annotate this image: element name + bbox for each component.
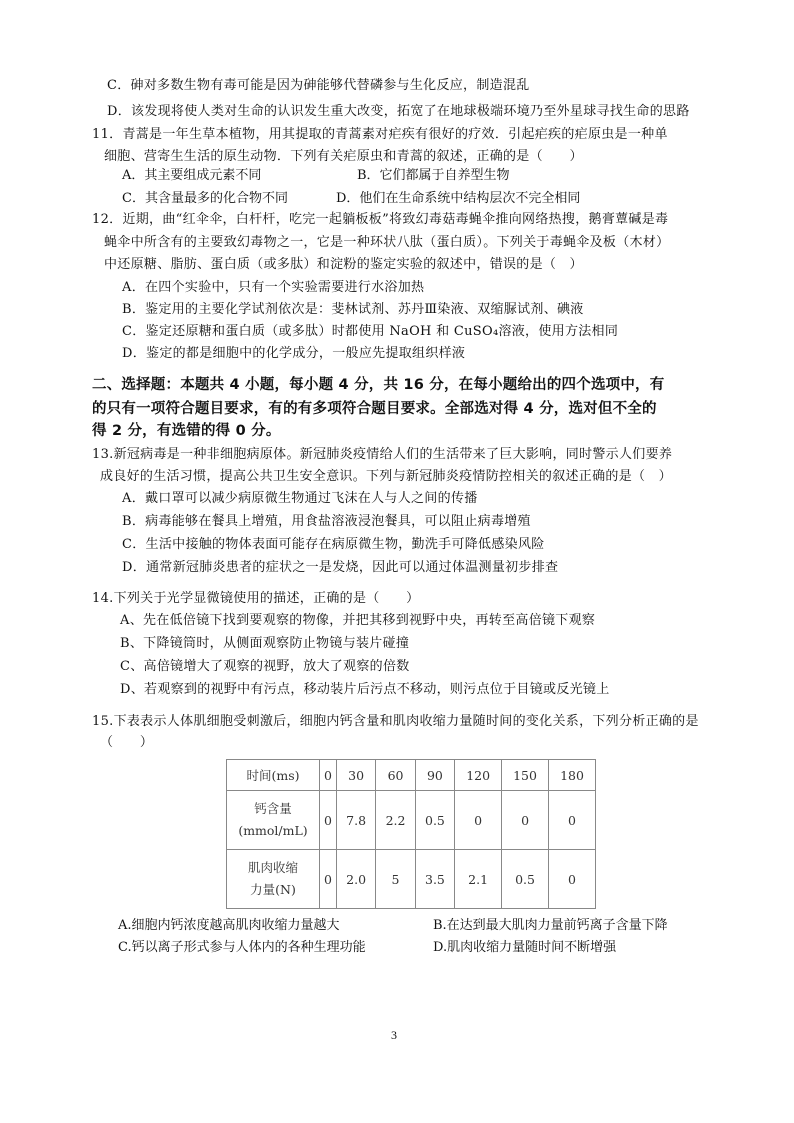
q13-stem-line2: 成良好的生活习惯，提高公共卫生安全意识。下列与新冠肺炎疫情防控相关的叙述正确的是（ ） <box>100 469 672 484</box>
table-cell: 0 <box>320 791 337 850</box>
force-header <box>227 850 320 909</box>
q12-stem-line2: 蝇伞中所含有的主要致幻毒物之一，它是一种环状八肽（蛋白质）。下列关于毒蝇伞及板（木材） <box>104 235 670 250</box>
table-cell: 0 <box>549 791 596 850</box>
time-header: 时间(ms) <box>227 760 320 791</box>
force-header-line2: 力量(N) <box>250 882 296 897</box>
table-cell: 0 <box>320 760 337 791</box>
table-cell: 120 <box>455 760 502 791</box>
q15-stem-line2: （ ） <box>100 735 154 750</box>
table-cell: 90 <box>415 760 454 791</box>
table-cell: 0 <box>502 791 549 850</box>
calcium-header-line2: (mmol/mL) <box>238 823 308 838</box>
force-header-line1: 肌肉收缩 <box>247 860 298 875</box>
calcium-header <box>227 791 320 850</box>
q11-stem-line1: 11．青蒿是一年生草本植物，用其提取的青蒿素对疟疾有很好的疗效．引起疟疾的疟原虫是一种单 <box>92 127 668 142</box>
table-cell: 30 <box>336 760 375 791</box>
q14-option-b: B、下降镜筒时，从侧面观察防止物镜与装片碰撞 <box>120 636 410 651</box>
q10-option-d: D．该发现将使人类对生命的认识发生重大改变，拓宽了在地球极端环境乃至外星球寻找生命的思路 <box>107 104 690 119</box>
q13-option-d: D．通常新冠肺炎患者的症状之一是发烧，因此可以通过体温测量初步排查 <box>122 560 559 575</box>
q12-option-c: C．鉴定还原糖和蛋白质（或多肽）时都使用 NaOH 和 CuSO₄溶液，使用方法相同 <box>122 324 619 339</box>
q15-option-c: C.钙以离子形式参与人体内的各种生理功能 <box>118 940 366 955</box>
table-row-time <box>227 760 596 791</box>
q14-stem: 14.下列关于光学显微镜使用的描述，正确的是（ ） <box>92 591 420 606</box>
q12-stem-line3: 中还原糖、脂肪、蛋白质（或多肽）和淀粉的鉴定实验的叙述中，错误的是（ ） <box>104 257 583 272</box>
section2-heading-line1: 二、选择题：本题共 4 小题，每小题 4 分，共 16 分，在每小题给出的四个选项中，有 <box>92 377 665 393</box>
table-cell: 0.5 <box>415 791 454 850</box>
table-cell: 0.5 <box>502 850 549 909</box>
section2-heading-line3: 得 2 分，有选错的得 0 分。 <box>92 423 281 439</box>
q12-stem-line1: 12．近期，曲“红伞伞，白杆杆，吃完一起躺板板”将致幻毒菇毒蝇伞推向网络热搜，鹅膏蕈碱是毒 <box>92 212 669 227</box>
calcium-force-table <box>226 759 596 909</box>
q11-option-c: C．其含量最多的化合物不同 <box>122 191 288 206</box>
table-cell: 60 <box>376 760 415 791</box>
q12-option-a: A．在四个实验中，只有一个实验需要进行水浴加热 <box>122 280 425 295</box>
table-cell: 0 <box>320 850 337 909</box>
table-cell: 2.1 <box>455 850 502 909</box>
q14-option-c: C、高倍镜增大了观察的视野，放大了观察的倍数 <box>120 659 410 674</box>
table-cell: 0 <box>549 850 596 909</box>
q11-stem-line2: 细胞、营寄生生活的原生动物．下列有关疟原虫和青蒿的叙述，正确的是（ ） <box>104 149 583 164</box>
q13-stem-line1: 13.新冠病毒是一种非细胞病原体。新冠肺炎疫情给人们的生活带来了巨大影响，同时警示人们要养 <box>92 447 673 462</box>
table-row-calcium <box>227 791 596 850</box>
table-row-force <box>227 850 596 909</box>
page-number: 3 <box>391 1028 397 1042</box>
q14-option-d: D、若观察到的视野中有污点，移动装片后污点不移动，则污点位于目镜或反光镜上 <box>120 682 610 697</box>
q11-option-d: D．他们在生命系统中结构层次不完全相同 <box>336 191 581 206</box>
calcium-header-line1: 钙含量 <box>254 801 292 816</box>
q12-option-d: D．鉴定的都是细胞中的化学成分，一般应先提取组织样液 <box>122 346 466 361</box>
q15-stem-line1: 15.下表表示人体肌细胞受刺激后，细胞内钙含量和肌肉收缩力量随时间的变化关系，下列分析正确的是 <box>92 714 699 729</box>
section2-heading-line2: 的只有一项符合题目要求，有的有多项符合题目要求。全部选对得 4 分，选对但不全的 <box>92 401 657 417</box>
table-cell: 5 <box>376 850 415 909</box>
table-cell: 0 <box>455 791 502 850</box>
q15-option-a: A.细胞内钙浓度越高肌肉收缩力量越大 <box>118 918 340 933</box>
table-cell: 2.0 <box>336 850 375 909</box>
q14-option-a: A、先在低倍镜下找到要观察的物像，并把其移到视野中央，再转至高倍镜下观察 <box>120 613 596 628</box>
q10-option-c: C．砷对多数生物有毒可能是因为砷能够代替磷参与生化反应，制造混乱 <box>107 78 530 93</box>
q15-option-b: B.在达到最大肌肉力量前钙离子含量下降 <box>433 918 668 933</box>
table-cell: 150 <box>502 760 549 791</box>
q11-option-a: A．其主要组成元素不同 <box>122 168 262 183</box>
table-cell: 7.8 <box>336 791 375 850</box>
q13-option-b: B．病毒能够在餐具上增殖，用食盐溶液浸泡餐具，可以阻止病毒增殖 <box>122 514 531 529</box>
q12-option-b: B．鉴定用的主要化学试剂依次是：斐林试剂、苏丹Ⅲ染液、双缩脲试剂、碘液 <box>122 302 584 317</box>
q13-option-a: A．戴口罩可以减少病原微生物通过飞沫在人与人之间的传播 <box>122 491 478 506</box>
q15-option-d: D.肌肉收缩力量随时间不断增强 <box>433 940 617 955</box>
table-cell: 3.5 <box>415 850 454 909</box>
table-cell: 180 <box>549 760 596 791</box>
q11-option-b: B．它们都属于自养型生物 <box>357 168 510 183</box>
q13-option-c: C．生活中接触的物体表面可能存在病原微生物，勤洗手可降低感染风险 <box>122 537 545 552</box>
table-cell: 2.2 <box>376 791 415 850</box>
